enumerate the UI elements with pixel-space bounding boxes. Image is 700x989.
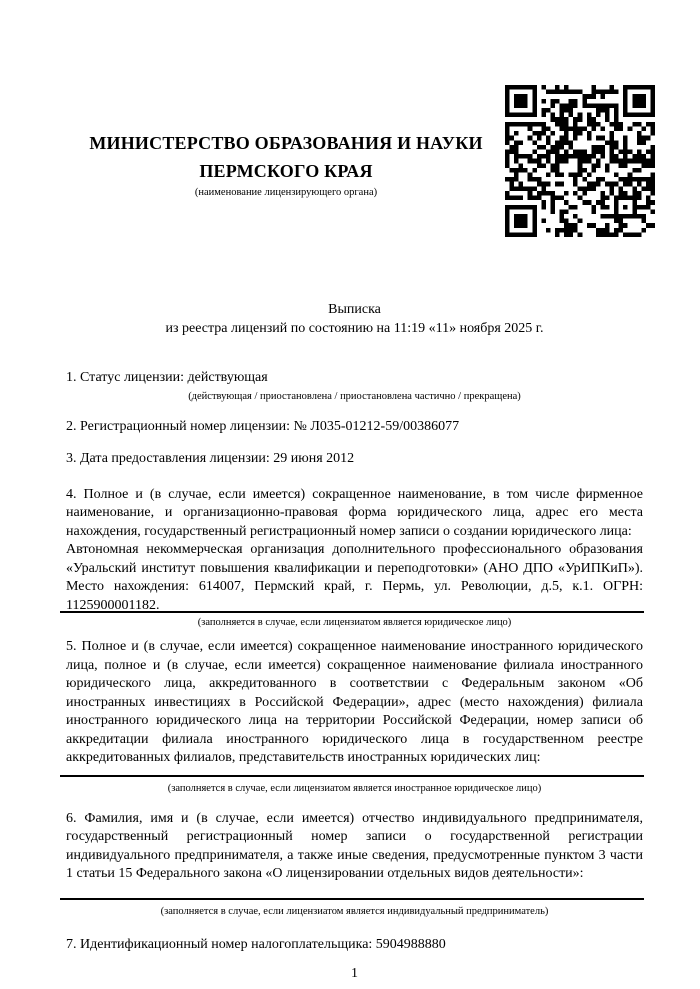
document-title-line2: из реестра лицензий по состоянию на 11:19 «11» ноября 2025 г.: [165, 321, 544, 336]
fill-in-line-foreign-entity: [60, 775, 644, 777]
ministry-caption: (наименование лицензирующего органа): [194, 187, 378, 198]
individual-entrepreneur-section-text: 6. Фамилия, имя и (в случае, если имеется) отчество индивидуального предпринимателя, государственный регистрационный номер записи о государственной регистрации индивидуального предпринимателя, а также иные сведения, предусмотренные пунктом 3 части 1 статьи 15 Федерального закона «О лицензировании отдельных видов деятельности»:: [66, 810, 643, 881]
document-title-line1: Выписка: [328, 302, 381, 317]
legal-entity-section-value: Автономная некоммерческая организация дополнительного профессионального образования «Уральский институт повышения квалификации и переподготовки» (АНО ДПО «УрИПКиП»). Место нахождения: 614007, Пермский край, г. Пермь, ул. Революции, д.5, к.1. ОГРН: 1125900001182.: [66, 542, 643, 613]
legal-entity-hint: (заполняется в случае, если лицензиатом является юридическое лицо): [197, 617, 512, 628]
ministry-name-line2: ПЕРМСКОГО КРАЯ: [199, 161, 373, 181]
taxpayer-id-line: 7. Идентификационный номер налогоплательщика: 5904988880: [66, 936, 446, 952]
foreign-entity-hint: (заполняется в случае, если лицензиатом является иностранное юридическое лицо): [167, 782, 542, 794]
license-grant-date-line: 3. Дата предоставления лицензии: 29 июня 2012: [66, 451, 355, 466]
license-registration-number-line: 2. Регистрационный номер лицензии: № Л035-01212-59/00386077: [66, 418, 460, 434]
fill-in-line-individual-entrepreneur: [60, 898, 644, 900]
document-title: [66, 300, 643, 338]
ministry-name-line1: МИНИСТЕРСТВО ОБРАЗОВАНИЯ И НАУКИ: [89, 133, 483, 153]
page-number: 1: [351, 966, 358, 981]
foreign-entity-section-text: 5. Полное и (в случае, если имеется) сокращенное наименование иностранного юридического лица, полное и (в случае, если имеется) сокращенное наименование филиала иностранного юридического лица, аккредитованного в соответствии с Федеральным законом «Об иностранных инвестициях в Российской Федерации», адрес (место нахождения) филиала иностранного юридического лица на территории Российской Федерации, номер записи об аккредитации филиала иностранного юридического лица в государственном реестре аккредитованных филиалов, представительств иностранных юридических лиц:: [66, 639, 643, 765]
legal-entity-section-intro: 4. Полное и (в случае, если имеется) сокращенное наименование, в том числе фирменное наименование, и организационно-правовая форма юридического лица, адрес его места нахождения, государственный регистрационный номер записи о создании юридического лица:: [66, 486, 643, 539]
license-status-line: 1. Статус лицензии: действующая: [66, 370, 268, 385]
license-status-hint: (действующая / приостановлена / приостановлена частично / прекращена): [188, 390, 521, 402]
individual-entrepreneur-hint: (заполняется в случае, если лицензиатом является индивидуальный предприниматель): [160, 905, 549, 917]
